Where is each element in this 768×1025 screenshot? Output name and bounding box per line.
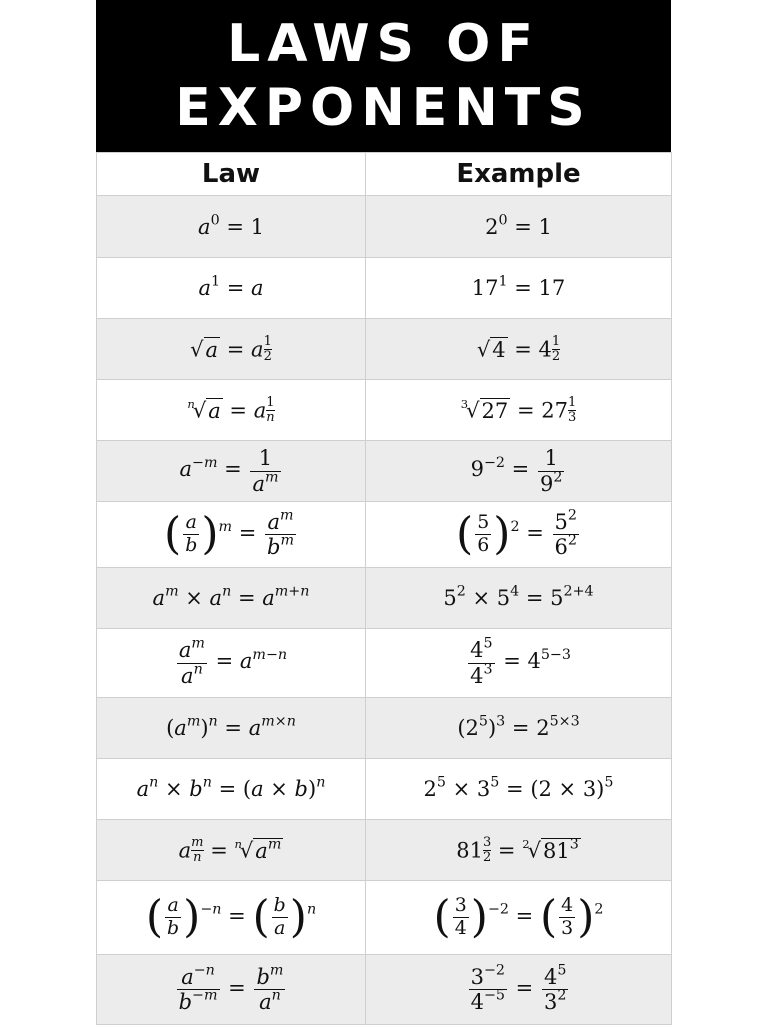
law-cell: $(a^m)^n = a^{m\times n}$ bbox=[97, 698, 366, 759]
example-cell: $9^{-2}$ = $\frac{1}{9^2}$ bbox=[366, 441, 672, 502]
table-row bbox=[97, 629, 672, 698]
example-cell: $5^2 \times 5^4 = 5^{2+4}$ bbox=[366, 568, 672, 629]
table-row bbox=[97, 698, 672, 759]
header-example: Example bbox=[366, 153, 672, 196]
law-cell: $a^m \times a^n = a^{m+n}$ bbox=[97, 568, 366, 629]
example-cell: $\frac{3^{-2}}{4^{-5}}$ = $\frac{4^5}{3^2}$ bbox=[366, 955, 672, 1025]
law-cell: $a^1 = a$ bbox=[97, 258, 366, 319]
example-cell: $17^1 = 17$ bbox=[366, 258, 672, 319]
example-cell: $(2^5)^3 = 2^{5\times 3}$ bbox=[366, 698, 672, 759]
header-law: Law bbox=[97, 153, 366, 196]
law-cell: $a^{-m}$ = $\frac{1}{a^m}$ bbox=[97, 441, 366, 502]
law-cell: $a^n \times b^n = (a \times b)^n$ bbox=[97, 759, 366, 820]
example-cell: $2^0 = 1$ bbox=[366, 196, 672, 258]
table-row bbox=[97, 881, 672, 955]
table-row bbox=[97, 568, 672, 629]
table-row bbox=[97, 820, 672, 881]
example-cell: $2^5 \times 3^5 = (2 \times 3)^5$ bbox=[366, 759, 672, 820]
table-row bbox=[97, 319, 672, 380]
table-row bbox=[97, 441, 672, 502]
example-cell: ( $\frac{5}{6}$ )$^2$ = $\frac{5^2}{6^2}$ bbox=[366, 502, 672, 568]
title-banner bbox=[96, 0, 671, 152]
example-cell: √4 = 4 $\frac{1}{2}$ bbox=[366, 319, 672, 380]
laws-table bbox=[96, 152, 672, 1025]
table-row bbox=[97, 196, 672, 258]
table-row bbox=[97, 380, 672, 441]
law-cell: ( $\frac{a}{b}$ )$^m$ = $\frac{a^m}{b^m}$ bbox=[97, 502, 366, 568]
exponents-sheet bbox=[96, 0, 671, 1024]
example-cell: $\frac{4^5}{4^3}$ = $4^{5-3}$ bbox=[366, 629, 672, 698]
law-cell: $a^0 = 1$ bbox=[97, 196, 366, 258]
title-line-1: LAWS OF bbox=[227, 14, 540, 74]
example-cell: $^3$√27 = 27 $\frac{1}{3}$ bbox=[366, 380, 672, 441]
law-cell: $^n$√a = a $\frac{1}{n}$ bbox=[97, 380, 366, 441]
law-cell: a $\frac{m}{n}$ = $^n√a^m$ bbox=[97, 820, 366, 881]
table-row bbox=[97, 502, 672, 568]
example-cell: ( $\frac{3}{4}$ )$^{-2}$ = ( $\frac{4}{3}$ )$^2$ bbox=[366, 881, 672, 955]
table-row bbox=[97, 955, 672, 1025]
header-row bbox=[97, 153, 672, 196]
title-line-2: EXPONENTS bbox=[175, 78, 592, 138]
law-cell: $\frac{a^m}{a^n}$ = $a^{m-n}$ bbox=[97, 629, 366, 698]
law-cell: ( $\frac{a}{b}$ )$^{-n}$ = ( $\frac{b}{a}$ )$^n$ bbox=[97, 881, 366, 955]
table-row bbox=[97, 258, 672, 319]
law-cell: √a = a $\frac{1}{2}$ bbox=[97, 319, 366, 380]
table-row bbox=[97, 759, 672, 820]
law-cell: $\frac{a^{-n}}{b^{-m}}$ = $\frac{b^m}{a^n}$ bbox=[97, 955, 366, 1025]
example-cell: 81 $\frac{3}{2}$ = $^2√81^3$ bbox=[366, 820, 672, 881]
